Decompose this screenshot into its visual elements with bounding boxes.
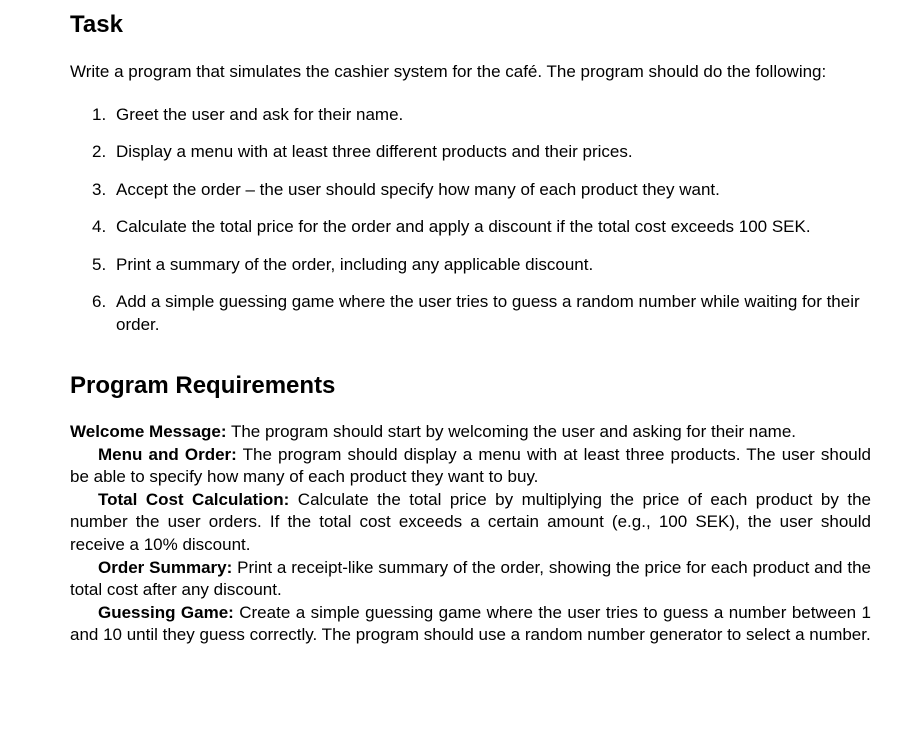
requirement-paragraph xyxy=(70,444,871,489)
task-list xyxy=(70,104,871,351)
list-item xyxy=(70,216,871,239)
requirement-label: Menu and Order: xyxy=(98,444,237,464)
task-heading: Task xyxy=(70,11,123,38)
requirements-heading: Program Requirements xyxy=(70,372,336,399)
requirement-text: The program should display a menu with at least three products. The user should be able to specify how many of each product they want to buy. xyxy=(70,444,871,487)
list-item-number: 6. xyxy=(92,291,107,311)
list-item-text: Add a simple guessing game where the user tries to guess a random number while waiting for their order. xyxy=(116,291,860,334)
list-item-number: 2. xyxy=(92,142,107,162)
list-item xyxy=(70,104,871,127)
list-item-number: 3. xyxy=(92,179,107,199)
list-item-number: 5. xyxy=(92,254,107,274)
requirement-paragraph xyxy=(70,602,871,647)
list-item-text: Print a summary of the order, including any applicable discount. xyxy=(116,254,594,274)
list-item-number: 1. xyxy=(92,105,107,124)
requirements-body xyxy=(70,421,871,647)
requirement-text: Create a simple guessing game where the user tries to guess a number between 1 and 10 until they guess correctly. The program should use a random number generator to select a number. xyxy=(70,602,871,645)
list-item xyxy=(70,254,871,277)
requirement-label: Guessing Game: xyxy=(98,602,234,622)
requirement-text: The program should start by welcoming the user and asking for their name. xyxy=(226,422,797,441)
list-item-number: 4. xyxy=(92,217,107,237)
requirement-label: Welcome Message: xyxy=(70,422,227,441)
task-intro: Write a program that simulates the cashier system for the café. The program should do the following: xyxy=(70,62,827,81)
list-item-text: Calculate the total price for the order and apply a discount if the total cost exceeds 100 SEK. xyxy=(116,217,811,237)
list-item xyxy=(70,291,871,336)
requirement-paragraph xyxy=(70,489,871,557)
list-item-text: Greet the user and ask for their name. xyxy=(116,105,404,124)
requirement-text: Print a receipt-like summary of the order, showing the price for each product and the total cost after any discount. xyxy=(70,557,871,600)
list-item-text: Display a menu with at least three different products and their prices. xyxy=(116,142,633,162)
list-item xyxy=(70,179,871,202)
requirement-label: Order Summary: xyxy=(98,557,233,577)
requirement-paragraph xyxy=(70,557,871,602)
requirement-label: Total Cost Calculation: xyxy=(98,489,290,509)
list-item xyxy=(70,141,871,164)
list-item-text: Accept the order – the user should specify how many of each product they want. xyxy=(116,179,720,199)
requirement-paragraph xyxy=(70,421,871,444)
requirement-text: Calculate the total price by multiplying the price of each product by the number the user orders. If the total cost exceeds a certain amount (e.g., 100 SEK), the user should receive a 10% discount. xyxy=(70,489,871,554)
